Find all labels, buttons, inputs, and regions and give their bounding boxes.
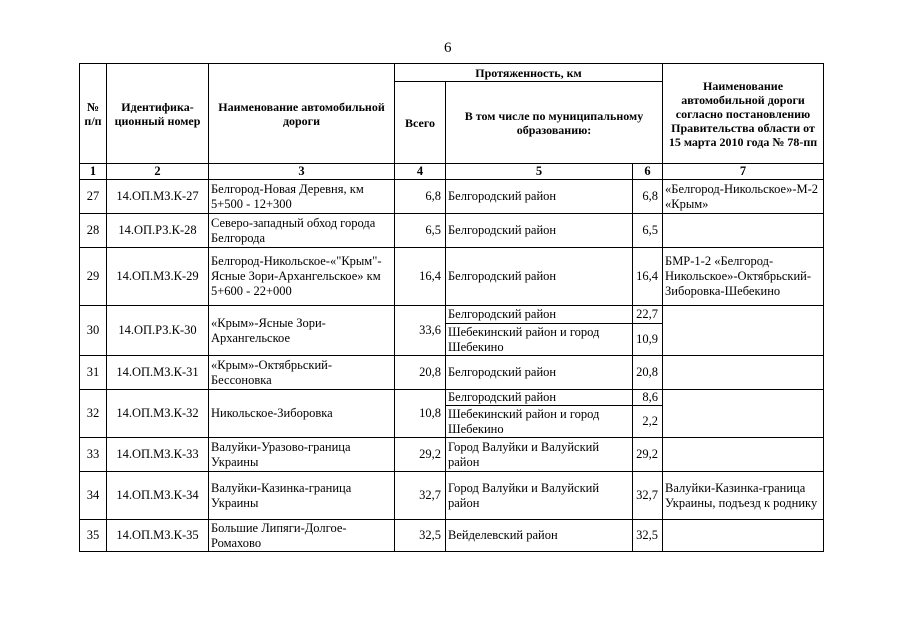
column-number: 2 (107, 164, 209, 180)
row-number: 29 (80, 248, 107, 306)
municipality-length: 29,2 (633, 438, 663, 472)
roads-table (79, 63, 824, 552)
old-road-name: Валуйки-Казинка-граница Украины, подъезд к роднику (663, 472, 824, 520)
municipality-length: 22,7 (633, 306, 663, 324)
municipality: Белгородский район (446, 390, 633, 406)
municipality: Белгородский район (446, 180, 633, 214)
old-road-name (663, 306, 824, 356)
column-number: 6 (633, 164, 663, 180)
municipality: Белгородский район (446, 306, 633, 324)
road-name: Валуйки-Казинка-граница Украины (209, 472, 395, 520)
municipality: Белгородский район (446, 356, 633, 390)
header-road-name: Наименование автомобильной дороги (209, 64, 395, 164)
old-road-name (663, 356, 824, 390)
row-number: 35 (80, 520, 107, 552)
table-row (80, 248, 824, 306)
municipality: Белгородский район (446, 248, 633, 306)
road-total-length: 10,8 (395, 390, 446, 438)
header-municipal: В том числе по муниципальному образованию: (446, 82, 663, 164)
municipality-length: 6,8 (633, 180, 663, 214)
road-total-length: 33,6 (395, 306, 446, 356)
page-number: 6 (444, 40, 452, 56)
municipality-length: 2,2 (633, 406, 663, 438)
municipality-length: 10,9 (633, 324, 663, 356)
road-id: 14.ОП.РЗ.К-30 (107, 306, 209, 356)
municipality-length: 32,7 (633, 472, 663, 520)
road-id: 14.ОП.МЗ.К-34 (107, 472, 209, 520)
old-road-name (663, 520, 824, 552)
road-name: «Крым»-Ясные Зори-Архангельское (209, 306, 395, 356)
table-row (80, 214, 824, 248)
old-road-name (663, 214, 824, 248)
old-road-name (663, 438, 824, 472)
municipality-length: 20,8 (633, 356, 663, 390)
road-name: Белгород-Новая Деревня, км 5+500 - 12+300 (209, 180, 395, 214)
road-name: Валуйки-Уразово-граница Украины (209, 438, 395, 472)
row-number: 30 (80, 306, 107, 356)
road-id: 14.ОП.РЗ.К-28 (107, 214, 209, 248)
row-number: 28 (80, 214, 107, 248)
road-id: 14.ОП.МЗ.К-33 (107, 438, 209, 472)
municipality: Город Валуйки и Валуйский район (446, 472, 633, 520)
header-length-group: Протяженность, км (395, 64, 663, 82)
header-id: Идентифика-ционный номер (107, 64, 209, 164)
road-id: 14.ОП.МЗ.К-31 (107, 356, 209, 390)
road-name: «Крым»-Октябрьский-Бессоновка (209, 356, 395, 390)
header-old-name: Наименование автомобильной дороги согласно постановлению Правительства области от 15 марта 2010 года № 78-пп (663, 64, 824, 164)
column-number: 5 (446, 164, 633, 180)
municipality: Белгородский район (446, 214, 633, 248)
road-total-length: 20,8 (395, 356, 446, 390)
municipality: Город Валуйки и Валуйский район (446, 438, 633, 472)
municipality-length: 8,6 (633, 390, 663, 406)
table-row (80, 306, 824, 324)
road-id: 14.ОП.МЗ.К-27 (107, 180, 209, 214)
road-id: 14.ОП.МЗ.К-32 (107, 390, 209, 438)
road-name: Белгород-Никольское-«"Крым"-Ясные Зори-Архангельское» км 5+600 - 22+000 (209, 248, 395, 306)
road-total-length: 16,4 (395, 248, 446, 306)
column-number: 1 (80, 164, 107, 180)
table-row (80, 390, 824, 406)
header-num: № п/п (80, 64, 107, 164)
road-name: Большие Липяги-Долгое-Ромахово (209, 520, 395, 552)
table-row (80, 180, 824, 214)
table-row (80, 472, 824, 520)
old-road-name: БМР-1-2 «Белгород-Никольское»-Октябрьский-Зиборовка-Шебекино (663, 248, 824, 306)
road-total-length: 32,5 (395, 520, 446, 552)
municipality-length: 32,5 (633, 520, 663, 552)
old-road-name (663, 390, 824, 438)
header-total: Всего (395, 82, 446, 164)
row-number: 32 (80, 390, 107, 438)
road-name: Северо-западный обход города Белгорода (209, 214, 395, 248)
road-id: 14.ОП.МЗ.К-29 (107, 248, 209, 306)
municipality-length: 16,4 (633, 248, 663, 306)
road-id: 14.ОП.МЗ.К-35 (107, 520, 209, 552)
row-number: 27 (80, 180, 107, 214)
column-number: 4 (395, 164, 446, 180)
table-row (80, 356, 824, 390)
road-total-length: 29,2 (395, 438, 446, 472)
road-total-length: 32,7 (395, 472, 446, 520)
row-number: 34 (80, 472, 107, 520)
table-row (80, 520, 824, 552)
old-road-name: «Белгород-Никольское»-М-2 «Крым» (663, 180, 824, 214)
road-total-length: 6,8 (395, 180, 446, 214)
column-number: 3 (209, 164, 395, 180)
row-number: 33 (80, 438, 107, 472)
table-row (80, 438, 824, 472)
road-name: Никольское-Зиборовка (209, 390, 395, 438)
row-number: 31 (80, 356, 107, 390)
municipality: Вейделевский район (446, 520, 633, 552)
road-total-length: 6,5 (395, 214, 446, 248)
municipality-length: 6,5 (633, 214, 663, 248)
municipality: Шебекинский район и город Шебекино (446, 324, 633, 356)
municipality: Шебекинский район и город Шебекино (446, 406, 633, 438)
column-number: 7 (663, 164, 824, 180)
